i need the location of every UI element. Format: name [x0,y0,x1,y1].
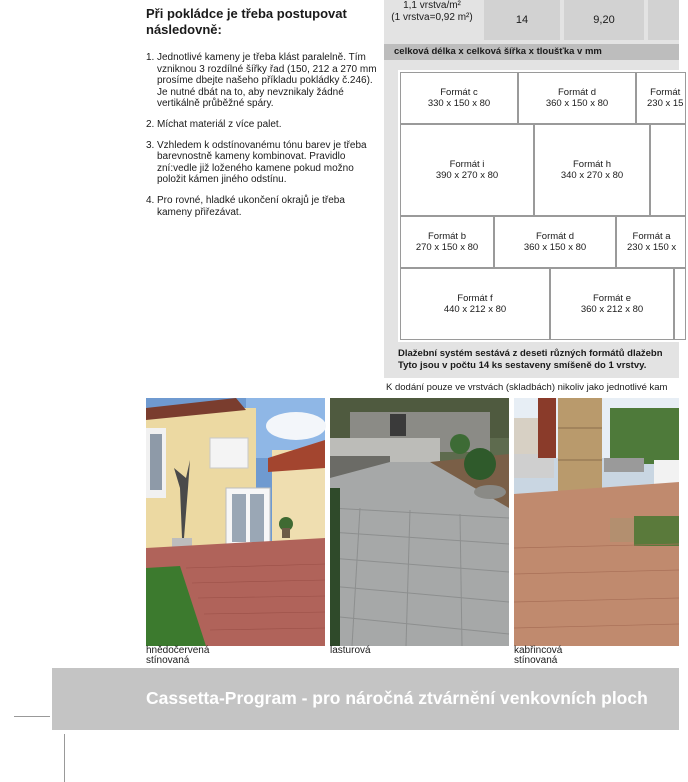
row-label-line1: 1,1 vrstva/m² [403,0,461,11]
format-block [650,124,686,216]
step-number: 2. [146,118,155,130]
caption-line: stínovaná [146,655,190,666]
format-name: Formát e [592,293,631,304]
format-size: 230 x 150 x [627,242,677,253]
caption-line: hnědočervená [146,645,210,656]
format-name: Formát b [427,231,466,242]
format-block [494,216,616,268]
count-cell: 14 [484,0,560,40]
format-name: Formát a [632,231,671,242]
format-size: 440 x 212 x 80 [443,304,507,315]
step-text: Jednotlivé kameny je třeba klást paralelně. Tím vzniknou 3 rozdílné šířky řad (150, 212 a 270 mm prosíme dbejte našeho příkladu pokládky č.246). Je nutné dbát na to, aby nevznikaly žádné vertikálně průběžné spáry. [157,52,377,110]
list-item [146,119,378,131]
step-text: Vzhledem k odstínovanému tónu barev je třeba barevnostně kameny kombinovat. Pravidlo zní:vedle již loženého kamene pokud možno položit kámen jiného odstínu. [157,139,367,186]
format-size: 270 x 150 x 80 [415,242,479,253]
crop-mark [14,716,50,717]
row-label-line2: (1 vrstva=0,92 m²) [391,12,473,23]
step-text: Pro rovné, hladké ukončení okrajů je třeba kameny přiřezávat. [157,194,345,218]
row-label-cell [384,0,480,40]
format-block [518,72,636,124]
photo-red-brown-paving [146,398,325,646]
format-block [616,216,686,268]
instructions-list [146,52,378,227]
format-size: 340 x 270 x 80 [560,170,624,181]
list-item [146,140,378,186]
format-block [534,124,650,216]
format-block [400,124,534,216]
system-note [398,348,688,372]
format-block [400,72,518,124]
format-block [400,268,550,340]
format-name: Formát f [457,293,493,304]
format-size: 360 x 150 x 80 [545,98,609,109]
photo-caption [146,646,209,666]
format-block [674,268,686,340]
list-item [146,52,378,110]
footer-band [52,668,679,730]
caption-line: lasturová [330,645,371,656]
photo-caption [514,646,562,666]
format-name: Formát d [535,231,574,242]
format-size: 390 x 270 x 80 [435,170,499,181]
note-line: Tyto jsou v počtu 14 ks sestaveny smíšeně do 1 vrstvy. [398,360,647,371]
step-number: 1. [146,52,155,63]
format-block [636,72,686,124]
format-name: Formát h [572,159,611,170]
step-number: 3. [146,139,155,151]
photo-sandstone-paving [514,398,679,646]
format-block [400,216,494,268]
caption-line: kabřincová [514,645,563,656]
crop-mark [64,734,65,782]
format-name: Formát i [449,159,485,170]
caption-line: stínovaná [514,655,558,666]
format-block [550,268,674,340]
photo-caption [330,646,371,656]
instructions-heading: Při pokládce je třeba postupovat následovně: [146,6,347,37]
note-line: Dlažební systém sestává z deseti různých formátů dlažebn [398,348,663,359]
format-size: 230 x 15 [647,98,684,109]
format-size: 360 x 150 x 80 [523,242,587,253]
extra-cell [648,0,679,40]
format-name: Formát c [440,87,478,98]
format-size: 330 x 150 x 80 [427,98,491,109]
photo-grey-paving [330,398,509,646]
footer-title: Cassetta-Program - pro náročná ztvárnění venkovních ploch [146,688,648,708]
list-item [146,195,378,218]
weight-cell: 9,20 [564,0,644,40]
step-number: 4. [146,194,155,206]
dimensions-label: celková délka x celková šířka x tloušťka v mm [384,44,679,60]
laying-pattern-diagram [398,70,684,342]
delivery-note: K dodání pouze ve vrstvách (skladbách) nikoliv jako jednotlivé kam [386,382,668,393]
format-name: Formát d [557,87,596,98]
format-size: 360 x 212 x 80 [580,304,644,315]
step-text: Míchat materiál z více palet. [157,118,282,130]
format-name: Formát [650,87,681,98]
